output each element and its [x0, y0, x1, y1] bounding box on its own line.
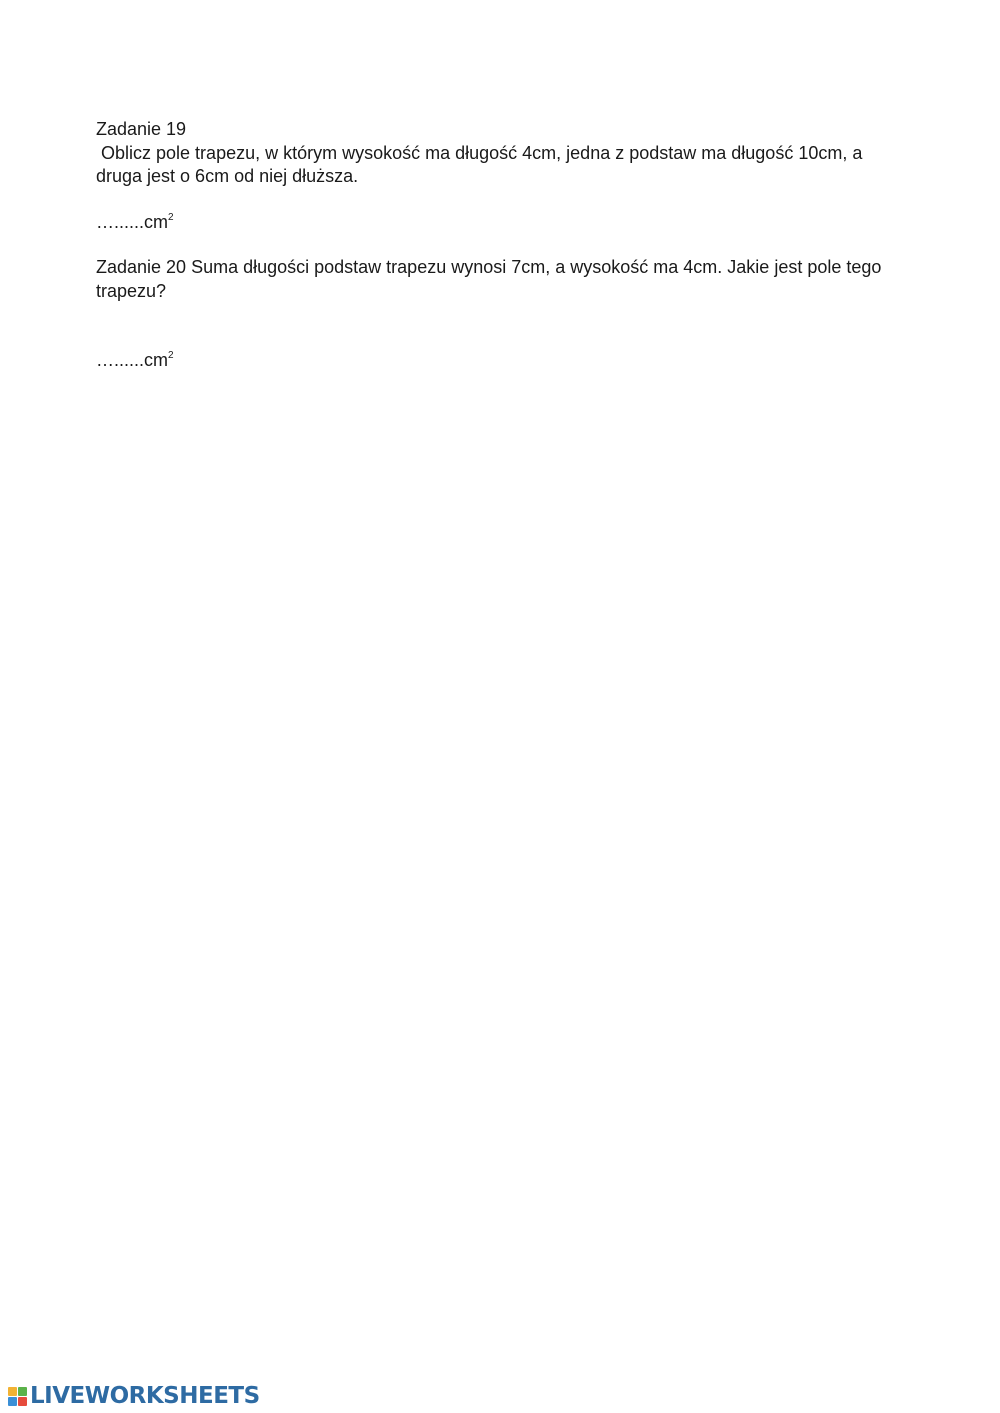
logo-blocks-icon	[8, 1387, 27, 1406]
logo-block-2	[18, 1387, 27, 1396]
task-20-answer-field[interactable]	[96, 349, 896, 373]
task-19-answer-field[interactable]	[96, 211, 896, 235]
logo-block-1	[8, 1387, 17, 1396]
logo-block-3	[8, 1397, 17, 1406]
logo-block-4	[18, 1397, 27, 1406]
task-19-answer-exponent: 2	[168, 211, 174, 223]
task-20-answer-exponent: 2	[168, 350, 174, 361]
task-20-text: Zadanie 20 Suma długości podstaw trapezu wynosi 7cm, a wysokość ma 4cm. Jakie jest pole tego trapezu?	[96, 257, 882, 301]
task-19-title: Zadanie 19	[96, 119, 187, 139]
liveworksheets-logo	[8, 1383, 260, 1409]
task-19-answer-dots: …......cm	[96, 211, 168, 232]
logo-text: LIVEWORKSHEETS	[30, 1383, 260, 1409]
worksheet-content	[96, 118, 896, 373]
task-19-text: Oblicz pole trapezu, w którym wysokość ma długość 4cm, jedna z podstaw ma długość 10cm, a druga jest o 6cm od niej dłuższa.	[96, 142, 868, 186]
task-20-answer-dots: …......cm	[96, 350, 168, 370]
